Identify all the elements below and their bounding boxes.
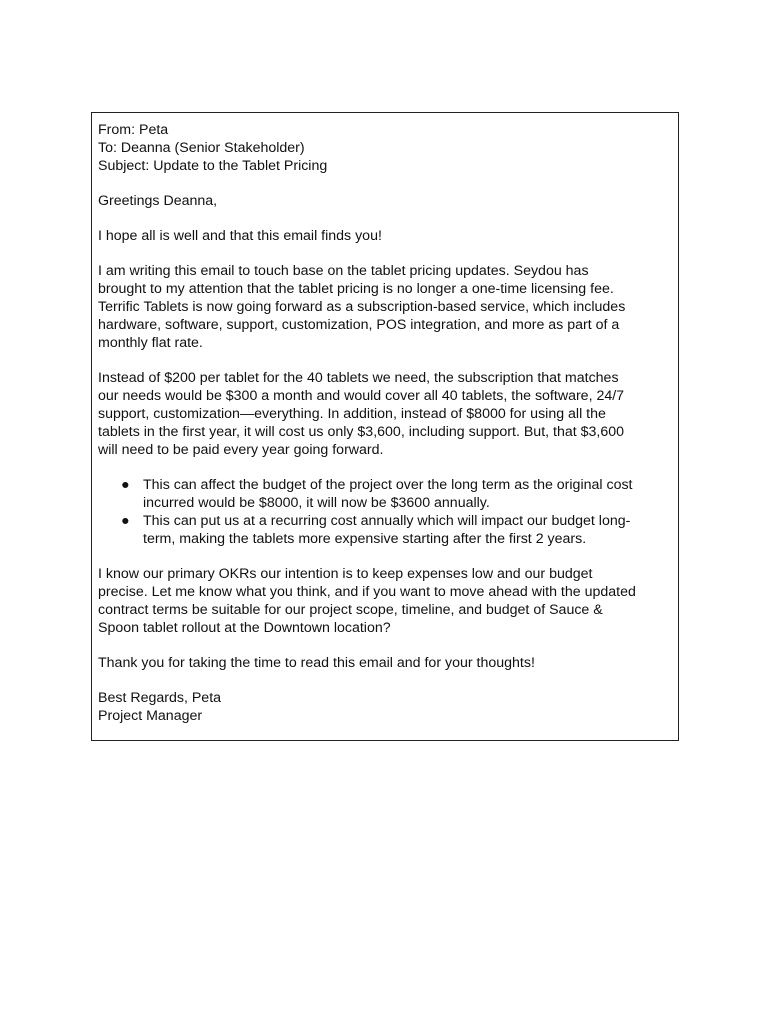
paragraph-line: I know our primary OKRs our intention is to keep expenses low and our budget [98, 566, 593, 582]
list-item-line: This can put us at a recurring cost annually which will impact our budget long- [143, 513, 631, 529]
paragraph-line: Spoon tablet rollout at the Downtown location? [98, 620, 391, 636]
email-from: From: Peta [98, 122, 169, 138]
list-item-line: incurred would be $8000, it will now be $3600 annually. [143, 495, 490, 511]
email-signer-title: Project Manager [98, 708, 203, 724]
email-opening: I hope all is well and that this email finds you! [98, 228, 382, 244]
paragraph-line: I am writing this email to touch base on the tablet pricing updates. Seydou has [98, 263, 589, 279]
email-paragraph-2 [98, 369, 672, 459]
paragraph-line: Instead of $200 per tablet for the 40 tablets we need, the subscription that matches [98, 370, 619, 386]
paragraph-line: support, customization—everything. In addition, instead of $8000 for using all the [98, 406, 606, 422]
paragraph-line: brought to my attention that the tablet pricing is no longer a one-time licensing fee. [98, 281, 614, 297]
paragraph-line: Terrific Tablets is now going forward as a subscription-based service, which includes [98, 299, 626, 315]
bullet-icon: ● [121, 513, 130, 529]
list-item [98, 476, 672, 512]
paragraph-line: tablets in the first year, it will cost us only $3,600, including support. But, that $3,600 [98, 424, 625, 440]
email-paragraph-3 [98, 565, 672, 637]
paragraph-line: precise. Let me know what you think, and if you want to move ahead with the updated [98, 584, 636, 600]
paragraph-line: contract terms be suitable for our project scope, timeline, and budget of Sauce & [98, 602, 603, 618]
list-item-line: term, making the tablets more expensive starting after the first 2 years. [143, 531, 587, 547]
paragraph-line: monthly flat rate. [98, 335, 203, 351]
email-header [98, 121, 672, 175]
list-item-line: This can affect the budget of the project over the long term as the original cost [143, 477, 633, 493]
email-greeting: Greetings Deanna, [98, 193, 218, 209]
email-signoff: Best Regards, Peta [98, 690, 222, 706]
paragraph-line: will need to be paid every year going forward. [98, 442, 384, 458]
email-document [91, 112, 679, 741]
email-signature [98, 689, 672, 725]
email-subject: Subject: Update to the Tablet Pricing [98, 158, 328, 174]
email-paragraph-1 [98, 262, 672, 352]
paragraph-line: hardware, software, support, customization, POS integration, and more as part of a [98, 317, 620, 333]
email-thanks: Thank you for taking the time to read this email and for your thoughts! [98, 655, 535, 671]
list-item [98, 512, 672, 548]
bullet-list [98, 476, 672, 548]
paragraph-line: our needs would be $300 a month and would cover all 40 tablets, the software, 24/7 [98, 388, 625, 404]
bullet-icon: ● [121, 477, 130, 493]
email-to: To: Deanna (Senior Stakeholder) [98, 140, 305, 156]
